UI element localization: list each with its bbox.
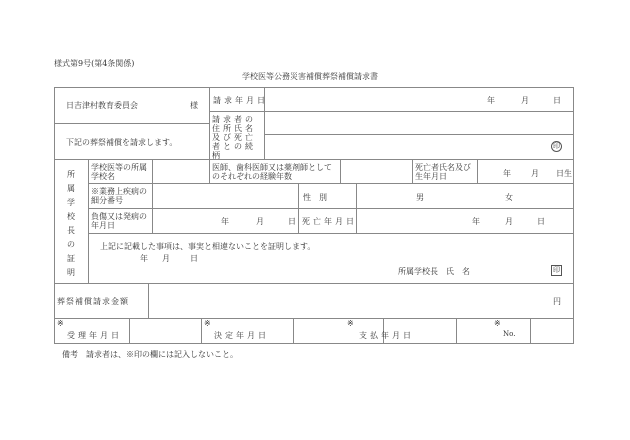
birth-month: 月: [531, 169, 539, 178]
form-number: 様式第9号(第4条関係): [54, 59, 135, 68]
paid-mark: ※: [347, 319, 354, 328]
received-label: 受理年月日: [67, 331, 122, 340]
claimant-seal: 印: [553, 142, 560, 150]
sex-label: 性 別: [303, 193, 327, 202]
injury-day: 日: [288, 217, 296, 226]
school-label: 学校医等の所属学校名: [91, 163, 147, 181]
decided-label: 決定年月日: [214, 331, 269, 340]
principal-seal: 印: [553, 266, 560, 274]
addressee-honorific: 様: [190, 101, 198, 110]
cert-year: 年: [140, 254, 148, 263]
claimant-address-field[interactable]: [264, 111, 573, 134]
addressee: 日吉津村教育委員会: [66, 101, 138, 110]
deceased-label: 死亡者氏名及び生年月日: [415, 163, 471, 181]
death-date-label: 死亡年月日: [302, 217, 357, 226]
cert-month: 月: [162, 254, 170, 263]
yen-unit: 円: [553, 297, 561, 306]
request-statement: 下記の葬祭補償を請求します。: [66, 138, 178, 147]
disease-code-label: ※業務上疾病の細分番号: [91, 187, 147, 205]
claimant-label: 請求者の住所氏名及び死亡者との続柄: [212, 115, 256, 160]
note: 備考 請求者は、※印の欄には記入しないこと。: [62, 350, 238, 359]
birth-day: 日生: [556, 169, 572, 178]
birth-year: 年: [503, 169, 511, 178]
experience-label: 医師、歯科医師又は薬剤師としてのそれぞれの経験年数: [212, 163, 332, 181]
no-mark: ※: [494, 319, 501, 328]
death-year: 年: [472, 217, 480, 226]
death-day: 日: [537, 217, 545, 226]
death-month: 月: [505, 217, 513, 226]
form-title: 学校医等公務災害補償葬祭補償請求書: [242, 72, 378, 81]
received-mark: ※: [57, 319, 64, 328]
injury-month: 月: [256, 217, 264, 226]
cert-text: 上記に記載した事項は、事実と相違ないことを証明します。: [100, 242, 316, 251]
injury-date-label: 負傷又は発病の年月日: [91, 212, 147, 230]
cert-day: 日: [190, 254, 198, 263]
claim-year: 年: [487, 96, 495, 105]
injury-year: 年: [221, 217, 229, 226]
decided-mark: ※: [204, 319, 211, 328]
amount-label: 葬祭補償請求金額: [57, 297, 129, 306]
claim-month: 月: [521, 96, 529, 105]
principal-label: 所属学校長 氏 名: [398, 267, 470, 276]
cert-section-label: 所属学校長の証明: [67, 170, 75, 277]
claim-date-label: 請求年月日: [213, 96, 268, 105]
female-option[interactable]: 女: [505, 193, 513, 202]
claim-day: 日: [553, 96, 561, 105]
male-option[interactable]: 男: [416, 193, 424, 202]
no-label: No.: [503, 330, 516, 338]
paid-label: 支払年月日: [359, 331, 414, 340]
amount-field[interactable]: [148, 284, 573, 317]
